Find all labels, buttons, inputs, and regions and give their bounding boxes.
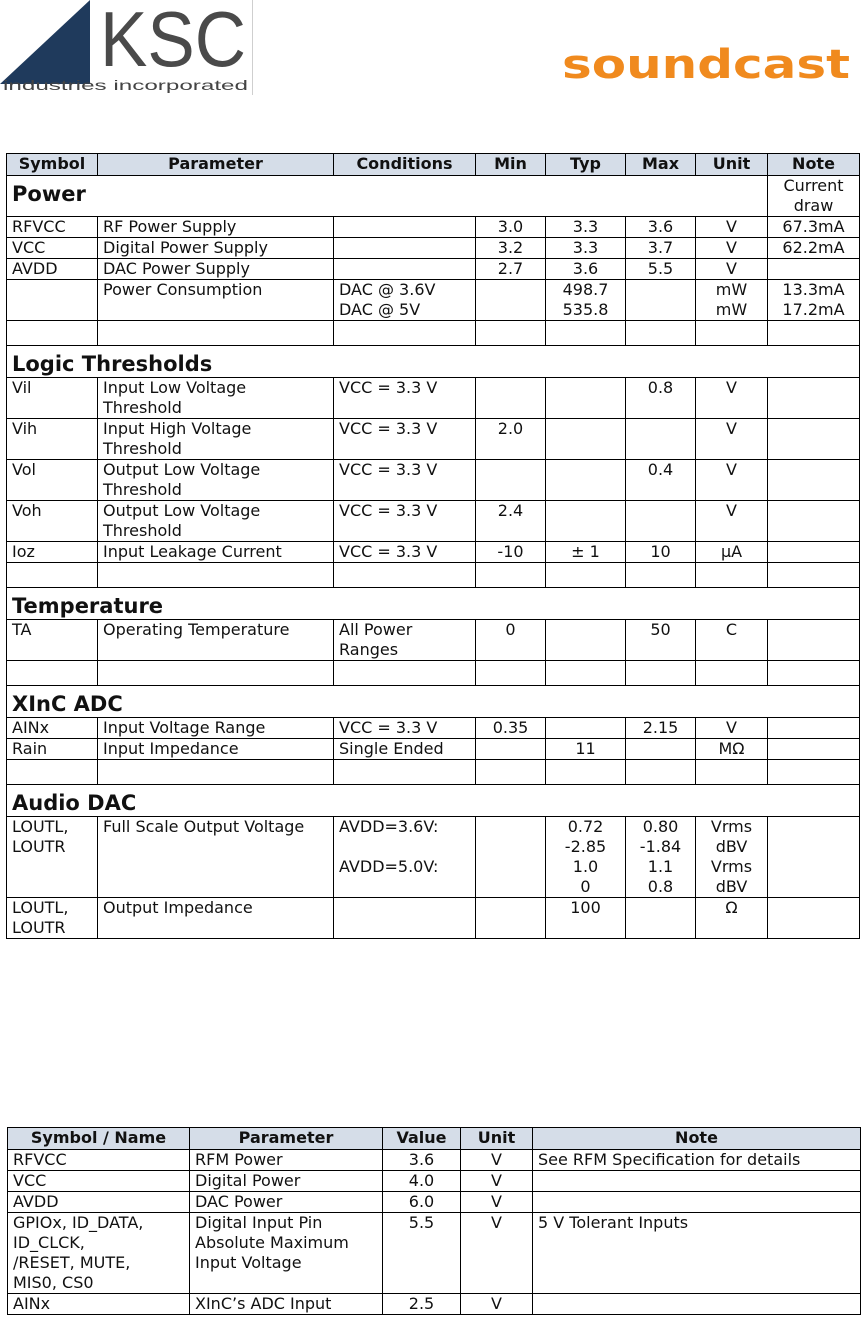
cell-conditions: Single Ended [334, 739, 476, 760]
cell-symbol: AINx [8, 1294, 190, 1315]
electrical-spec-table [6, 153, 860, 939]
cell-parameter: Digital Input Pin Absolute Maximum Input Voltage [190, 1213, 383, 1294]
cell-parameter: Output Low Voltage Threshold [98, 460, 334, 501]
abs-header-row [8, 1128, 861, 1150]
cell-unit: V [461, 1192, 533, 1213]
cell-typ [546, 419, 626, 460]
logo-divider [252, 0, 253, 95]
cell-typ [546, 501, 626, 542]
col-header-note: Note [768, 154, 860, 176]
cell-conditions: VCC = 3.3 V [334, 718, 476, 739]
section-power [7, 176, 860, 217]
cell-typ: 498.7 535.8 [546, 280, 626, 321]
cell-symbol: VCC [8, 1171, 190, 1192]
cell-conditions: VCC = 3.3 V [334, 378, 476, 419]
table-row [8, 1213, 861, 1294]
cell-typ: 3.3 [546, 238, 626, 259]
cell-unit: μA [696, 542, 768, 563]
cell-value: 2.5 [383, 1294, 461, 1315]
cell-parameter: RFM Power [190, 1150, 383, 1171]
cell-typ: 3.3 [546, 217, 626, 238]
col-header-parameter: Parameter [98, 154, 334, 176]
cell-conditions [334, 898, 476, 939]
cell-parameter: Input Impedance [98, 739, 334, 760]
spacer-row [7, 563, 860, 588]
cell-max: 5.5 [626, 259, 696, 280]
cell-symbol: RFVCC [7, 217, 98, 238]
table-row [7, 501, 860, 542]
cell-symbol: LOUTL, LOUTR [7, 817, 98, 898]
cell-max [626, 501, 696, 542]
cell-value: 5.5 [383, 1213, 461, 1294]
cell-max: 0.4 [626, 460, 696, 501]
cell-max [626, 419, 696, 460]
cell-symbol: AVDD [7, 259, 98, 280]
cell-min [476, 739, 546, 760]
cell-typ [546, 378, 626, 419]
cell-min: -10 [476, 542, 546, 563]
cell-typ [546, 718, 626, 739]
cell-typ: 100 [546, 898, 626, 939]
cell-unit: mW mW [696, 280, 768, 321]
spacer-row [7, 661, 860, 686]
section-title: Temperature [7, 588, 860, 620]
cell-parameter: Full Scale Output Voltage [98, 817, 334, 898]
section-xinc-adc [7, 686, 860, 718]
col-header-symbol: Symbol [7, 154, 98, 176]
table-row [8, 1150, 861, 1171]
cell-min: 3.0 [476, 217, 546, 238]
cell-parameter: Output Low Voltage Threshold [98, 501, 334, 542]
col-header-unit: Unit [696, 154, 768, 176]
section-temperature [7, 588, 860, 620]
cell-conditions: VCC = 3.3 V [334, 501, 476, 542]
cell-note [768, 620, 860, 661]
table-row [7, 542, 860, 563]
ksc-logo [0, 0, 252, 95]
cell-min [476, 460, 546, 501]
cell-note [768, 419, 860, 460]
cell-parameter: Digital Power Supply [98, 238, 334, 259]
cell-note [768, 739, 860, 760]
section-title: XInC ADC [7, 686, 860, 718]
ksc-logo-text: KSC [100, 0, 246, 83]
col-header-unit: Unit [461, 1128, 533, 1150]
cell-symbol: RFVCC [8, 1150, 190, 1171]
table-row [7, 217, 860, 238]
cell-conditions: DAC @ 3.6V DAC @ 5V [334, 280, 476, 321]
cell-conditions: VCC = 3.3 V [334, 419, 476, 460]
cell-unit: C [696, 620, 768, 661]
cell-unit: MΩ [696, 739, 768, 760]
ksc-tagline: industries incorporated [3, 77, 248, 93]
cell-parameter: DAC Power [190, 1192, 383, 1213]
cell-conditions: VCC = 3.3 V [334, 542, 476, 563]
table-row [8, 1192, 861, 1213]
cell-parameter: DAC Power Supply [98, 259, 334, 280]
table-row [8, 1171, 861, 1192]
cell-symbol: Vih [7, 419, 98, 460]
cell-symbol: AVDD [8, 1192, 190, 1213]
table-row [7, 718, 860, 739]
cell-max: 2.15 [626, 718, 696, 739]
table-row [7, 238, 860, 259]
cell-conditions: VCC = 3.3 V [334, 460, 476, 501]
cell-unit: V [696, 718, 768, 739]
cell-max: 0.8 [626, 378, 696, 419]
cell-unit: V [696, 217, 768, 238]
cell-symbol: VCC [7, 238, 98, 259]
cell-parameter: Operating Temperature [98, 620, 334, 661]
cell-parameter: Input Voltage Range [98, 718, 334, 739]
cell-note [768, 460, 860, 501]
cell-symbol: Vol [7, 460, 98, 501]
cell-min [476, 817, 546, 898]
cell-unit: V [696, 419, 768, 460]
cell-unit: V [461, 1213, 533, 1294]
soundcast-logo [562, 44, 852, 88]
cell-typ: 11 [546, 739, 626, 760]
cell-value: 3.6 [383, 1150, 461, 1171]
cell-note: See RFM Specification for details [533, 1150, 861, 1171]
cell-parameter: Input Leakage Current [98, 542, 334, 563]
table-row [7, 419, 860, 460]
cell-parameter: Input Low Voltage Threshold [98, 378, 334, 419]
cell-max [626, 898, 696, 939]
spacer-row [7, 760, 860, 785]
cell-unit: V [461, 1150, 533, 1171]
cell-typ: 0.72 -2.85 1.0 0 [546, 817, 626, 898]
spec-header-row [7, 154, 860, 176]
cell-parameter: Digital Power [190, 1171, 383, 1192]
col-header-note: Note [533, 1128, 861, 1150]
cell-max: 50 [626, 620, 696, 661]
cell-symbol [7, 280, 98, 321]
cell-note [768, 817, 860, 898]
cell-max [626, 739, 696, 760]
section-title: Audio DAC [7, 785, 860, 817]
cell-typ [546, 620, 626, 661]
cell-parameter: Output Impedance [98, 898, 334, 939]
cell-unit: Ω [696, 898, 768, 939]
cell-note: 62.2mA [768, 238, 860, 259]
cell-note [768, 718, 860, 739]
cell-note [768, 542, 860, 563]
cell-min: 3.2 [476, 238, 546, 259]
cell-unit: Vrms dBV Vrms dBV [696, 817, 768, 898]
col-header-conditions: Conditions [334, 154, 476, 176]
table-row [7, 817, 860, 898]
col-header-min: Min [476, 154, 546, 176]
cell-min [476, 378, 546, 419]
cell-parameter: XInC’s ADC Input [190, 1294, 383, 1315]
cell-note [533, 1171, 861, 1192]
cell-symbol: Voh [7, 501, 98, 542]
cell-typ: 3.6 [546, 259, 626, 280]
cell-note [768, 378, 860, 419]
cell-symbol: Ioz [7, 542, 98, 563]
cell-unit: V [696, 501, 768, 542]
cell-unit: V [696, 460, 768, 501]
section-logic-thresholds [7, 346, 860, 378]
cell-note: 5 V Tolerant Inputs [533, 1213, 861, 1294]
col-header-typ: Typ [546, 154, 626, 176]
cell-note: 67.3mA [768, 217, 860, 238]
cell-note [768, 898, 860, 939]
cell-max: 10 [626, 542, 696, 563]
cell-note [768, 501, 860, 542]
table-row [7, 739, 860, 760]
cell-unit: V [461, 1171, 533, 1192]
cell-note [768, 259, 860, 280]
cell-symbol: TA [7, 620, 98, 661]
cell-max [626, 280, 696, 321]
col-header-parameter: Parameter [190, 1128, 383, 1150]
table-row [7, 259, 860, 280]
cell-unit: V [461, 1294, 533, 1315]
table-row [7, 460, 860, 501]
cell-conditions: All Power Ranges [334, 620, 476, 661]
cell-parameter: Input High Voltage Threshold [98, 419, 334, 460]
cell-symbol: AINx [7, 718, 98, 739]
cell-parameter: RF Power Supply [98, 217, 334, 238]
table-row [7, 280, 860, 321]
soundcast-logo-text: soundcast [562, 44, 850, 88]
absolute-maximum-table [7, 1127, 861, 1315]
cell-symbol: Rain [7, 739, 98, 760]
cell-conditions [334, 238, 476, 259]
cell-min [476, 280, 546, 321]
section-title: Power [7, 176, 768, 217]
cell-min: 2.7 [476, 259, 546, 280]
table-row [7, 620, 860, 661]
cell-value: 4.0 [383, 1171, 461, 1192]
cell-note [533, 1192, 861, 1213]
cell-min: 0 [476, 620, 546, 661]
section-note: Current draw [768, 176, 860, 217]
col-header-max: Max [626, 154, 696, 176]
cell-max: 0.80 -1.84 1.1 0.8 [626, 817, 696, 898]
cell-conditions [334, 217, 476, 238]
col-header-symbol-name: Symbol / Name [8, 1128, 190, 1150]
cell-min [476, 898, 546, 939]
cell-note: 13.3mA 17.2mA [768, 280, 860, 321]
cell-value: 6.0 [383, 1192, 461, 1213]
cell-max: 3.6 [626, 217, 696, 238]
cell-typ: ± 1 [546, 542, 626, 563]
cell-note [533, 1294, 861, 1315]
cell-symbol: LOUTL, LOUTR [7, 898, 98, 939]
cell-conditions: AVDD=3.6V: AVDD=5.0V: [334, 817, 476, 898]
cell-typ [546, 460, 626, 501]
cell-max: 3.7 [626, 238, 696, 259]
cell-symbol: GPIOx, ID_DATA, ID_CLCK, /RESET, MUTE, MIS0, CS0 [8, 1213, 190, 1294]
cell-symbol: Vil [7, 378, 98, 419]
spacer-row [7, 321, 860, 346]
cell-unit: V [696, 259, 768, 280]
cell-unit: V [696, 378, 768, 419]
cell-min: 0.35 [476, 718, 546, 739]
cell-parameter: Power Consumption [98, 280, 334, 321]
page-header [0, 0, 864, 100]
table-row [8, 1294, 861, 1315]
cell-min: 2.0 [476, 419, 546, 460]
col-header-value: Value [383, 1128, 461, 1150]
cell-min: 2.4 [476, 501, 546, 542]
table-row [7, 898, 860, 939]
table-row [7, 378, 860, 419]
section-title: Logic Thresholds [7, 346, 860, 378]
cell-unit: V [696, 238, 768, 259]
cell-conditions [334, 259, 476, 280]
section-audio-dac [7, 785, 860, 817]
